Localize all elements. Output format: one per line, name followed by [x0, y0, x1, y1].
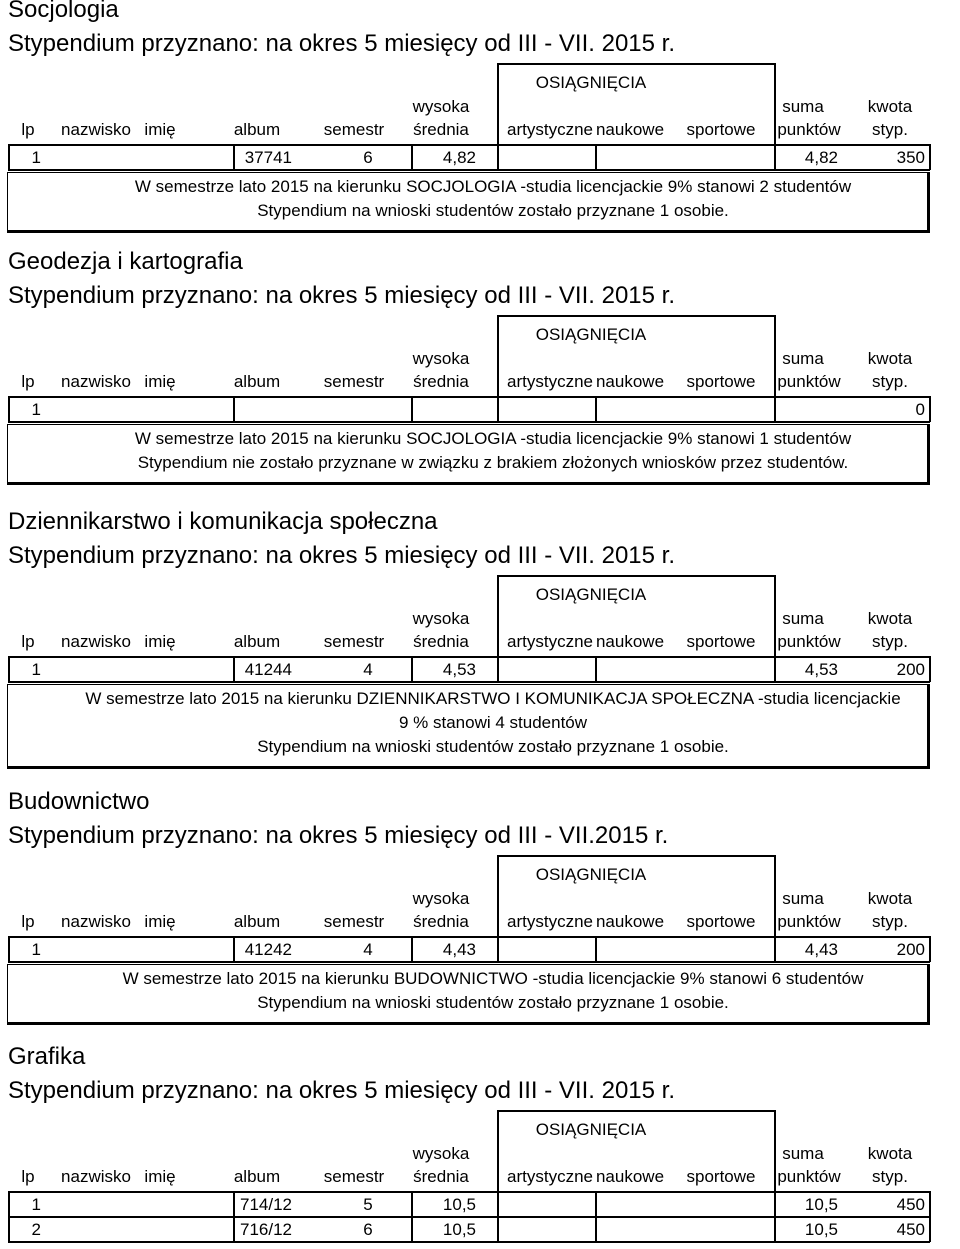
- achievements-box-top: [497, 315, 775, 317]
- cell-semester: 6: [363, 1220, 373, 1239]
- header-srednia: średnia: [413, 120, 469, 139]
- section-subtitle: Stypendium przyznano: na okres 5 miesięcy od III - VII. 2015 r.: [8, 282, 675, 309]
- table-column-border: [497, 656, 499, 682]
- header-high-avg-line1: wysoka: [412, 97, 470, 116]
- achievements-box-top: [497, 855, 775, 857]
- header-kwota-styp: styp.: [872, 632, 908, 651]
- header-nazwisko: nazwisko: [61, 912, 131, 931]
- header-kwota-styp: styp.: [872, 372, 908, 391]
- achievements-header: OSIĄGNIĘCIA: [535, 865, 647, 884]
- header-amount-line1: kwota: [867, 889, 913, 908]
- header-album: album: [233, 632, 281, 651]
- header-artystyczne: artystyczne: [507, 632, 593, 651]
- header-semestr: semestr: [323, 632, 385, 651]
- header-kwota-styp: styp.: [872, 912, 908, 931]
- table-top-border: [8, 936, 930, 938]
- info-line: W semestrze lato 2015 na kierunku BUDOWNICTWO -studia licencjackie 9% stanowi 6 studentów: [122, 969, 864, 988]
- cell-semester: 4: [363, 660, 373, 679]
- header-suma-punktow: punktów: [777, 632, 841, 651]
- table-column-border: [8, 656, 10, 682]
- cell-semester: 5: [363, 1195, 373, 1214]
- info-line: Stypendium nie zostało przyznane w związku z brakiem złożonych wniosków przez studentów.: [137, 453, 849, 472]
- cell-lp: 2: [31, 1220, 41, 1239]
- header-sportowe: sportowe: [686, 372, 756, 391]
- cell-sum-points: 4,43: [804, 940, 838, 959]
- info-line: W semestrze lato 2015 na kierunku SOCJOLOGIA -studia licencjackie 9% stanowi 2 studentów: [134, 177, 852, 196]
- header-semestr: semestr: [323, 120, 385, 139]
- cell-lp: 1: [31, 400, 41, 419]
- header-lp: lp: [21, 632, 35, 651]
- header-album: album: [233, 372, 281, 391]
- achievements-box-right: [774, 855, 776, 938]
- section-subtitle: Stypendium przyznano: na okres 5 miesięcy od III - VII. 2015 r.: [8, 1077, 675, 1104]
- cell-high-avg: 4,53: [442, 660, 476, 679]
- cell-high-avg: 10,5: [442, 1220, 476, 1239]
- table-column-border: [595, 396, 597, 422]
- header-sportowe: sportowe: [686, 1167, 756, 1186]
- table-column-border: [411, 144, 413, 170]
- header-naukowe: naukowe: [595, 372, 665, 391]
- table-column-border: [774, 144, 776, 170]
- table-column-border: [233, 144, 235, 170]
- table-row-border: [8, 681, 930, 683]
- header-imie: imię: [144, 372, 176, 391]
- cell-amount: 350: [896, 148, 925, 167]
- header-nazwisko: nazwisko: [61, 1167, 131, 1186]
- achievements-header: OSIĄGNIĘCIA: [535, 1120, 647, 1139]
- header-suma-punktow: punktów: [777, 372, 841, 391]
- table-column-border: [595, 144, 597, 170]
- cell-lp: 1: [31, 660, 41, 679]
- achievements-box-left: [497, 575, 499, 658]
- section-title: Dziennikarstwo i komunikacja społeczna: [8, 508, 438, 535]
- achievements-header: OSIĄGNIĘCIA: [535, 325, 647, 344]
- table-row-border: [8, 1216, 930, 1218]
- header-amount-line1: kwota: [867, 609, 913, 628]
- table-column-border: [233, 936, 235, 962]
- table-row-border: [8, 961, 930, 963]
- info-line: Stypendium na wnioski studentów zostało przyznane 1 osobie.: [257, 201, 729, 220]
- header-naukowe: naukowe: [595, 1167, 665, 1186]
- header-high-avg-line1: wysoka: [412, 889, 470, 908]
- cell-high-avg: 4,43: [442, 940, 476, 959]
- header-lp: lp: [21, 120, 35, 139]
- cell-lp: 1: [31, 940, 41, 959]
- table-column-border: [8, 936, 10, 962]
- table-column-border: [497, 396, 499, 422]
- section-title: Geodezja i kartografia: [8, 248, 243, 275]
- achievements-header: OSIĄGNIĘCIA: [535, 585, 647, 604]
- header-semestr: semestr: [323, 1167, 385, 1186]
- table-column-border: [774, 396, 776, 422]
- table-column-border: [595, 1191, 597, 1242]
- cell-amount: 450: [896, 1195, 925, 1214]
- table-column-border: [233, 1191, 235, 1242]
- header-naukowe: naukowe: [595, 120, 665, 139]
- table-column-border: [411, 656, 413, 682]
- achievements-box-right: [774, 315, 776, 398]
- cell-sum-points: 4,82: [804, 148, 838, 167]
- table-column-border: [411, 396, 413, 422]
- header-nazwisko: nazwisko: [61, 120, 131, 139]
- info-line: W semestrze lato 2015 na kierunku SOCJOLOGIA -studia licencjackie 9% stanowi 1 studentów: [134, 429, 852, 448]
- table-column-border: [929, 1191, 931, 1242]
- header-suma-punktow: punktów: [777, 1167, 841, 1186]
- table-column-border: [411, 1191, 413, 1242]
- header-naukowe: naukowe: [595, 632, 665, 651]
- cell-sum-points: 10,5: [804, 1195, 838, 1214]
- cell-high-avg: 4,82: [442, 148, 476, 167]
- header-kwota-styp: styp.: [872, 120, 908, 139]
- table-column-border: [497, 1191, 499, 1242]
- table-top-border: [8, 144, 930, 146]
- cell-high-avg: 10,5: [442, 1195, 476, 1214]
- table-column-border: [411, 936, 413, 962]
- achievements-box-left: [497, 315, 499, 398]
- table-column-border: [497, 936, 499, 962]
- header-imie: imię: [144, 1167, 176, 1186]
- header-artystyczne: artystyczne: [507, 372, 593, 391]
- table-column-border: [774, 1191, 776, 1242]
- header-srednia: średnia: [413, 372, 469, 391]
- header-semestr: semestr: [323, 372, 385, 391]
- header-semestr: semestr: [323, 912, 385, 931]
- table-top-border: [8, 656, 930, 658]
- section-subtitle: Stypendium przyznano: na okres 5 miesięcy od III - VII.2015 r.: [8, 822, 669, 849]
- achievements-box-right: [774, 575, 776, 658]
- header-naukowe: naukowe: [595, 912, 665, 931]
- cell-lp: 1: [31, 148, 41, 167]
- achievements-box-left: [497, 1110, 499, 1193]
- header-imie: imię: [144, 632, 176, 651]
- header-lp: lp: [21, 372, 35, 391]
- cell-album: 41244: [244, 660, 292, 679]
- header-artystyczne: artystyczne: [507, 1167, 593, 1186]
- achievements-box-top: [497, 575, 775, 577]
- header-imie: imię: [144, 912, 176, 931]
- table-column-border: [595, 936, 597, 962]
- table-column-border: [929, 936, 931, 962]
- header-album: album: [233, 1167, 281, 1186]
- info-line: W semestrze lato 2015 na kierunku DZIENNIKARSTWO I KOMUNIKACJA SPOŁECZNA -studia licencjackie: [85, 689, 901, 708]
- achievements-box-left: [497, 855, 499, 938]
- header-sum-line1: suma: [782, 1144, 824, 1163]
- achievements-box-top: [497, 63, 775, 65]
- achievements-box-left: [497, 63, 499, 146]
- cell-amount: 200: [896, 940, 925, 959]
- table-column-border: [233, 396, 235, 422]
- header-sum-line1: suma: [782, 349, 824, 368]
- header-sportowe: sportowe: [686, 912, 756, 931]
- info-line: Stypendium na wnioski studentów zostało przyznane 1 osobie.: [257, 993, 729, 1012]
- header-nazwisko: nazwisko: [61, 632, 131, 651]
- header-srednia: średnia: [413, 912, 469, 931]
- header-sum-line1: suma: [782, 609, 824, 628]
- header-album: album: [233, 912, 281, 931]
- table-column-border: [774, 656, 776, 682]
- section-subtitle: Stypendium przyznano: na okres 5 miesięcy od III - VII. 2015 r.: [8, 542, 675, 569]
- header-lp: lp: [21, 912, 35, 931]
- header-nazwisko: nazwisko: [61, 372, 131, 391]
- header-sportowe: sportowe: [686, 120, 756, 139]
- section-title: Grafika: [8, 1043, 86, 1070]
- header-srednia: średnia: [413, 1167, 469, 1186]
- header-amount-line1: kwota: [867, 349, 913, 368]
- section-title: Budownictwo: [8, 788, 150, 815]
- table-column-border: [929, 144, 931, 170]
- cell-album: 716/12: [240, 1220, 292, 1239]
- cell-sum-points: 4,53: [804, 660, 838, 679]
- table-column-border: [8, 1191, 10, 1242]
- header-suma-punktow: punktów: [777, 912, 841, 931]
- cell-album: 714/12: [240, 1195, 292, 1214]
- cell-album: 41242: [244, 940, 292, 959]
- table-column-border: [8, 396, 10, 422]
- table-row-border: [8, 1241, 930, 1243]
- section-title: Socjologia: [8, 0, 119, 23]
- table-column-border: [8, 144, 10, 170]
- header-amount-line1: kwota: [867, 1144, 913, 1163]
- header-high-avg-line1: wysoka: [412, 609, 470, 628]
- cell-sum-points: 10,5: [804, 1220, 838, 1239]
- header-sum-line1: suma: [782, 889, 824, 908]
- table-column-border: [497, 144, 499, 170]
- achievements-box-right: [774, 1110, 776, 1193]
- achievements-header: OSIĄGNIĘCIA: [535, 73, 647, 92]
- table-column-border: [774, 936, 776, 962]
- info-line: 9 % stanowi 4 studentów: [398, 713, 588, 732]
- cell-lp: 1: [31, 1195, 41, 1214]
- table-column-border: [233, 656, 235, 682]
- header-album: album: [233, 120, 281, 139]
- table-top-border: [8, 1191, 930, 1193]
- cell-semester: 6: [363, 148, 373, 167]
- header-sportowe: sportowe: [686, 632, 756, 651]
- header-lp: lp: [21, 1167, 35, 1186]
- header-kwota-styp: styp.: [872, 1167, 908, 1186]
- header-high-avg-line1: wysoka: [412, 349, 470, 368]
- header-imie: imię: [144, 120, 176, 139]
- table-row-border: [8, 421, 930, 423]
- achievements-box-right: [774, 63, 776, 146]
- cell-album: 37741: [244, 148, 292, 167]
- header-artystyczne: artystyczne: [507, 912, 593, 931]
- header-suma-punktow: punktów: [777, 120, 841, 139]
- table-row-border: [8, 169, 930, 171]
- table-top-border: [8, 396, 930, 398]
- cell-amount: 450: [896, 1220, 925, 1239]
- cell-amount: 200: [896, 660, 925, 679]
- info-line: Stypendium na wnioski studentów zostało przyznane 1 osobie.: [257, 737, 729, 756]
- achievements-box-top: [497, 1110, 775, 1112]
- cell-amount: 0: [915, 400, 925, 419]
- section-subtitle: Stypendium przyznano: na okres 5 miesięcy od III - VII. 2015 r.: [8, 30, 675, 57]
- cell-semester: 4: [363, 940, 373, 959]
- table-column-border: [929, 656, 931, 682]
- header-high-avg-line1: wysoka: [412, 1144, 470, 1163]
- header-srednia: średnia: [413, 632, 469, 651]
- table-column-border: [595, 656, 597, 682]
- header-artystyczne: artystyczne: [507, 120, 593, 139]
- header-amount-line1: kwota: [867, 97, 913, 116]
- header-sum-line1: suma: [782, 97, 824, 116]
- table-column-border: [929, 396, 931, 422]
